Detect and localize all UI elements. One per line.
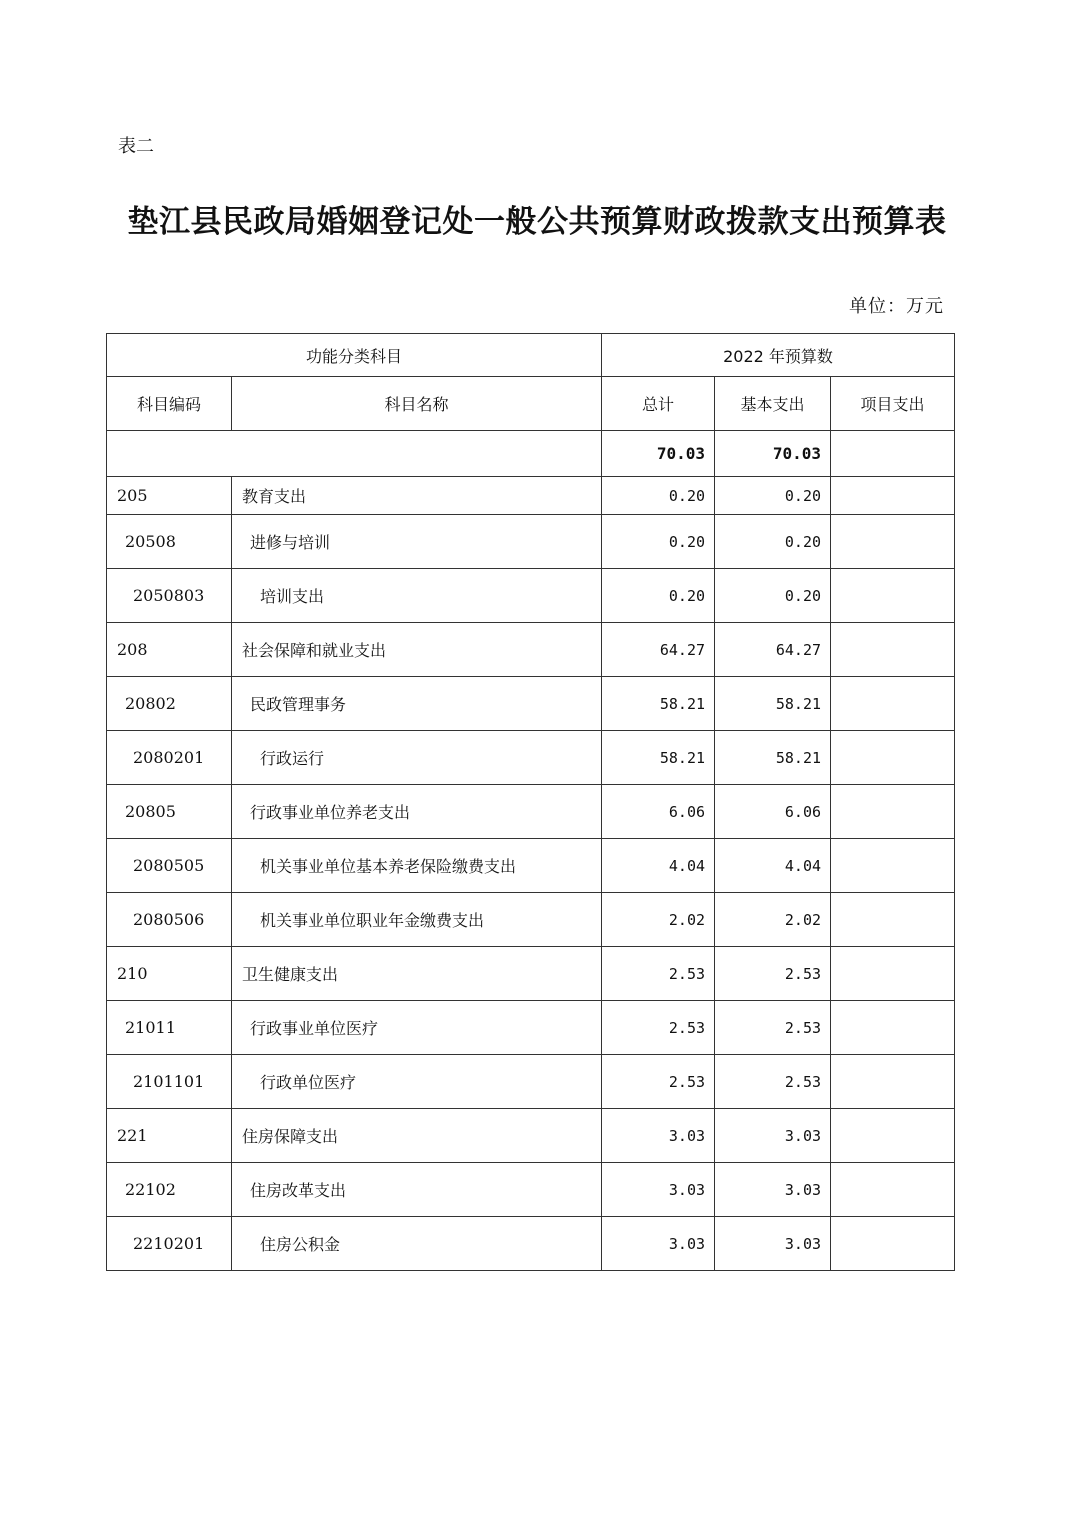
table-row <box>107 839 955 893</box>
table-row <box>107 1163 955 1217</box>
row-project <box>831 623 955 677</box>
row-project <box>831 1217 955 1271</box>
row-basic: 0.20 <box>715 477 831 515</box>
row-project <box>831 893 955 947</box>
row-code: 22102 <box>107 1163 232 1217</box>
table-row <box>107 893 955 947</box>
row-code: 221 <box>107 1109 232 1163</box>
row-basic: 58.21 <box>715 731 831 785</box>
table-row <box>107 1109 955 1163</box>
row-name: 行政事业单位养老支出 <box>232 785 602 839</box>
row-project <box>831 731 955 785</box>
header-name: 科目名称 <box>232 377 602 431</box>
row-project <box>831 947 955 1001</box>
row-code: 2080505 <box>107 839 232 893</box>
row-total: 2.53 <box>602 1055 715 1109</box>
row-project <box>831 515 955 569</box>
row-basic: 3.03 <box>715 1217 831 1271</box>
row-code: 2050803 <box>107 569 232 623</box>
header-basic: 基本支出 <box>715 377 831 431</box>
header-total: 总计 <box>602 377 715 431</box>
row-basic: 3.03 <box>715 1109 831 1163</box>
row-code: 20802 <box>107 677 232 731</box>
row-code: 2080201 <box>107 731 232 785</box>
table-tag: 表二 <box>118 136 154 157</box>
row-total: 2.02 <box>602 893 715 947</box>
row-basic: 58.21 <box>715 677 831 731</box>
row-project <box>831 569 955 623</box>
row-code: 20508 <box>107 515 232 569</box>
row-name: 住房改革支出 <box>232 1163 602 1217</box>
row-basic: 3.03 <box>715 1163 831 1217</box>
table-row <box>107 569 955 623</box>
unit-label: 单位：万元 <box>849 296 944 317</box>
row-total: 3.03 <box>602 1217 715 1271</box>
row-name: 住房公积金 <box>232 1217 602 1271</box>
total-amount: 70.03 <box>602 431 715 477</box>
row-total: 0.20 <box>602 515 715 569</box>
row-basic: 0.20 <box>715 569 831 623</box>
row-name: 机关事业单位职业年金缴费支出 <box>232 893 602 947</box>
row-name: 住房保障支出 <box>232 1109 602 1163</box>
row-code: 2101101 <box>107 1055 232 1109</box>
total-basic-amount: 70.03 <box>715 431 831 477</box>
table-row <box>107 477 955 515</box>
row-basic: 2.53 <box>715 947 831 1001</box>
row-project <box>831 1163 955 1217</box>
row-total: 64.27 <box>602 623 715 677</box>
row-name: 社会保障和就业支出 <box>232 623 602 677</box>
table-row <box>107 1217 955 1271</box>
table-row <box>107 677 955 731</box>
table-row <box>107 515 955 569</box>
row-project <box>831 1001 955 1055</box>
row-total: 0.20 <box>602 477 715 515</box>
row-basic: 0.20 <box>715 515 831 569</box>
row-name: 行政运行 <box>232 731 602 785</box>
table-row <box>107 1055 955 1109</box>
row-basic: 4.04 <box>715 839 831 893</box>
row-name: 进修与培训 <box>232 515 602 569</box>
row-project <box>831 677 955 731</box>
row-name: 行政事业单位医疗 <box>232 1001 602 1055</box>
row-code: 210 <box>107 947 232 1001</box>
header-code: 科目编码 <box>107 377 232 431</box>
header-project: 项目支出 <box>831 377 955 431</box>
row-total: 3.03 <box>602 1163 715 1217</box>
row-name: 教育支出 <box>232 477 602 515</box>
row-name: 培训支出 <box>232 569 602 623</box>
row-total: 0.20 <box>602 569 715 623</box>
row-total: 2.53 <box>602 1001 715 1055</box>
row-project <box>831 839 955 893</box>
total-project-amount <box>831 431 955 477</box>
row-total: 58.21 <box>602 731 715 785</box>
header-functional-category: 功能分类科目 <box>107 334 602 377</box>
table-row <box>107 1001 955 1055</box>
table-row <box>107 623 955 677</box>
row-code: 205 <box>107 477 232 515</box>
budget-table <box>106 333 955 1271</box>
header-row-columns <box>107 377 955 431</box>
row-project <box>831 1109 955 1163</box>
total-label-cell <box>107 431 602 477</box>
row-basic: 2.53 <box>715 1055 831 1109</box>
row-basic: 2.53 <box>715 1001 831 1055</box>
row-basic: 64.27 <box>715 623 831 677</box>
table-row <box>107 731 955 785</box>
table-row <box>107 785 955 839</box>
row-total: 58.21 <box>602 677 715 731</box>
row-total: 4.04 <box>602 839 715 893</box>
row-code: 2080506 <box>107 893 232 947</box>
row-name: 机关事业单位基本养老保险缴费支出 <box>232 839 602 893</box>
row-total: 6.06 <box>602 785 715 839</box>
row-name: 民政管理事务 <box>232 677 602 731</box>
row-total: 3.03 <box>602 1109 715 1163</box>
header-row-group <box>107 334 955 377</box>
row-name: 卫生健康支出 <box>232 947 602 1001</box>
row-basic: 6.06 <box>715 785 831 839</box>
row-name: 行政单位医疗 <box>232 1055 602 1109</box>
row-code: 20805 <box>107 785 232 839</box>
row-total: 2.53 <box>602 947 715 1001</box>
row-project <box>831 1055 955 1109</box>
row-basic: 2.02 <box>715 893 831 947</box>
row-code: 2210201 <box>107 1217 232 1271</box>
header-budget-year: 2022 年预算数 <box>602 334 955 377</box>
row-project <box>831 785 955 839</box>
total-row <box>107 431 955 477</box>
row-code: 208 <box>107 623 232 677</box>
row-code: 21011 <box>107 1001 232 1055</box>
table-row <box>107 947 955 1001</box>
page-title: 垫江县民政局婚姻登记处一般公共预算财政拨款支出预算表 <box>127 204 947 240</box>
row-project <box>831 477 955 515</box>
